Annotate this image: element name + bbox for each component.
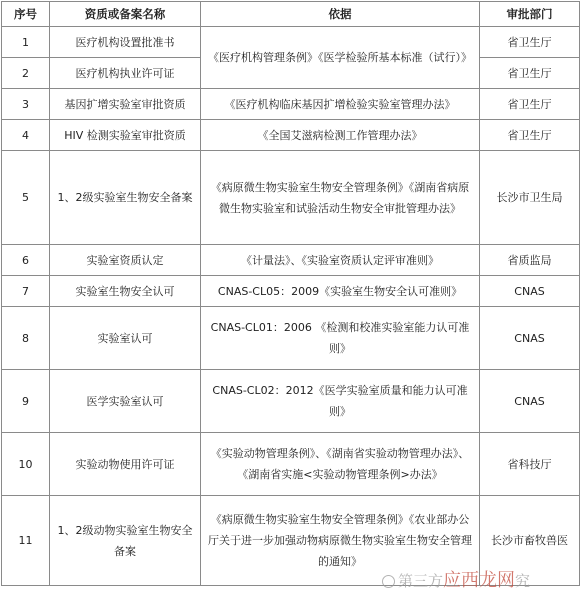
header-basis: 依据: [201, 2, 480, 27]
row-dept: 省卫生厅: [480, 120, 580, 151]
row-no: 4: [2, 120, 50, 151]
row-name: 实验动物使用许可证: [50, 433, 201, 496]
row-dept: 省卫生厅: [480, 58, 580, 89]
table-row: [2, 120, 580, 151]
table-row: [2, 276, 580, 307]
table-row: [2, 27, 580, 58]
row-name: 实验室资质认定: [50, 245, 201, 276]
row-dept: 省卫生厅: [480, 27, 580, 58]
row-dept: CNAS: [480, 370, 580, 433]
row-basis: 《计量法》、《实验室资质认定评审准则》: [201, 245, 480, 276]
row-name: 基因扩增实验室审批资质: [50, 89, 201, 120]
row-basis-merged: [201, 27, 480, 89]
row-basis: 《病原微生物实验室生物安全管理条例》《湖南省病原微生物实验室和试验活动生物安全审批管理办法》: [201, 151, 480, 245]
row-no: 3: [2, 89, 50, 120]
row-dept: 省卫生厅: [480, 89, 580, 120]
watermark: [382, 566, 530, 592]
watermark-text: 第三方: [398, 572, 444, 590]
row-no: 10: [2, 433, 50, 496]
watermark-suffix: 究: [515, 572, 531, 590]
row-dept: 省科技厅: [480, 433, 580, 496]
watermark-brand: 应西龙网: [443, 570, 516, 591]
row-name: 医学实验室认可: [50, 370, 201, 433]
table-row: [2, 245, 580, 276]
row-dept: CNAS: [480, 307, 580, 370]
row-name: 实验室生物安全认可: [50, 276, 201, 307]
row-basis: 《全国艾滋病检测工作管理办法》: [201, 120, 480, 151]
row-no: 5: [2, 151, 50, 245]
table-row: [2, 370, 580, 433]
row-basis: 《病原微生物实验室生物安全管理条例》《农业部办公厅关于进一步加强动物病原微生物实验室生物安全管理的通知》: [201, 496, 480, 586]
header-name: 资质或备案名称: [50, 2, 201, 27]
watermark-logo-icon: [382, 575, 395, 588]
table-row: [2, 307, 580, 370]
row-name: 医疗机构设置批准书: [50, 27, 201, 58]
row-no: 2: [2, 58, 50, 89]
row-no: 8: [2, 307, 50, 370]
row-basis: 《医疗机构临床基因扩增检验实验室管理办法》: [201, 89, 480, 120]
row-basis: CNAS-CL02：2012《医学实验室质量和能力认可准则》: [201, 370, 480, 433]
row-dept: 省质监局: [480, 245, 580, 276]
header-no: 序号: [2, 2, 50, 27]
row-basis-merged-text: 《医疗机构管理条例》《医学检验所基本标准（试行）》: [208, 50, 472, 64]
table-row: [2, 433, 580, 496]
row-basis: CNAS-CL01：2006 《检测和校准实验室能力认可准则》: [201, 307, 480, 370]
row-basis: 《实验动物管理条例》、《湖南省实验动物管理办法》、《湖南省实施<实验动物管理条例>办法》: [201, 433, 480, 496]
table-row: [2, 151, 580, 245]
row-name: 1、2级动物实验室生物安全备案: [50, 496, 201, 586]
qualification-table: [1, 1, 580, 586]
row-name: HIV 检测实验室审批资质: [50, 120, 201, 151]
row-dept: 长沙市畜牧兽医: [480, 496, 580, 586]
row-no: 11: [2, 496, 50, 586]
table-row: [2, 89, 580, 120]
row-no: 6: [2, 245, 50, 276]
row-dept: 长沙市卫生局: [480, 151, 580, 245]
header-dept: 审批部门: [480, 2, 580, 27]
row-no: 9: [2, 370, 50, 433]
row-no: 1: [2, 27, 50, 58]
row-no: 7: [2, 276, 50, 307]
row-dept: CNAS: [480, 276, 580, 307]
row-name: 医疗机构执业许可证: [50, 58, 201, 89]
table-header-row: [2, 2, 580, 27]
row-name: 实验室认可: [50, 307, 201, 370]
row-basis: CNAS-CL05：2009《实验室生物安全认可准则》: [201, 276, 480, 307]
row-name: 1、2级实验室生物安全备案: [50, 151, 201, 245]
